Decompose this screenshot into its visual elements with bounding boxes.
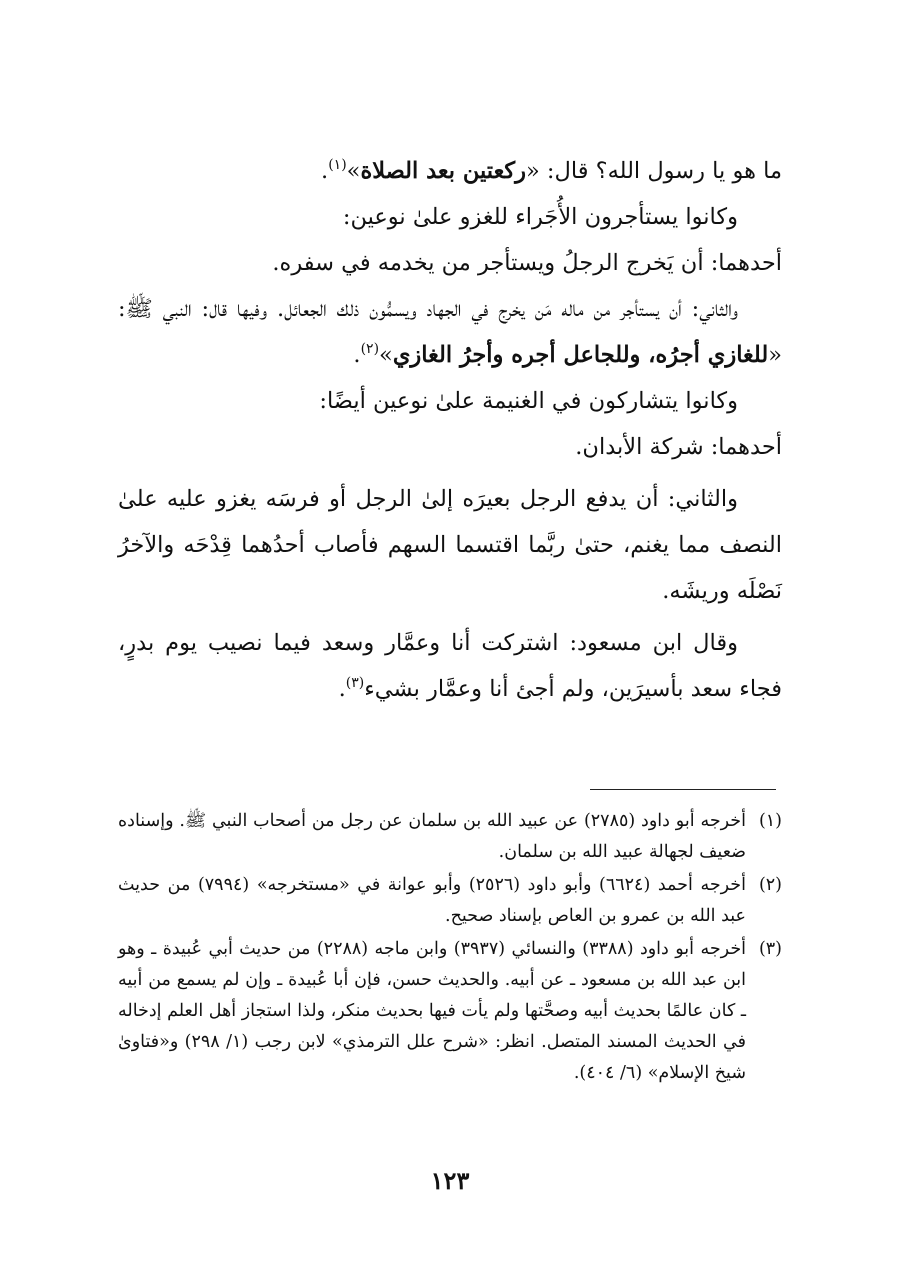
footnote-number: (٣) (758, 939, 782, 959)
hadith-quote: للغازي أجرُه، وللجاعل أجره وأجرُ الغازي (392, 342, 769, 368)
footnote-3 (118, 934, 782, 1089)
text-run: والثاني: أن يستأجر من ماله مَن يخرج في الجهاد ويسمُّون ذلك الجعائل. وفيها قال: النبي ﷺ: « (118, 296, 782, 368)
footnote-text: أخرجه أبو داود (٢٧٨٥) عن عبيد الله بن سلمان عن رجل من أصحاب النبي ﷺ. وإسناده ضعيف لجهالة عبيد الله بن سلمان. (118, 811, 746, 862)
paragraph-4 (118, 286, 782, 378)
footnote-number: (٢) (758, 875, 782, 895)
text-run: . (321, 158, 329, 184)
paragraph-8 (118, 620, 782, 712)
hadith-quote: ركعتين بعد الصلاة (360, 158, 527, 184)
footnote-ref-3[interactable]: (٣) (345, 675, 365, 691)
paragraph-2: وكانوا يستأجرون الأُجَراء للغزو علىٰ نوعين: (342, 204, 738, 230)
footnotes (118, 806, 782, 1091)
footnote-ref-2[interactable]: (٢) (360, 341, 380, 357)
paragraph-6: أحدهما: شركة الأبدان. (575, 434, 782, 460)
text-run: » (346, 158, 361, 184)
footnote-text: أخرجه أبو داود (٣٣٨٨) والنسائي (٣٩٣٧) وابن ماجه (٢٢٨٨) من حديث أبي عُبيدة ـ وهو ابن عبد الله بن مسعود ـ عن أبيه. والحديث حسن، فإن أبا عُبيدة ـ وإن لم يسمع من أبيه ـ كان عالمًا بحديث أبيه وصحَّتها ولم يأت فيها بحديث منكر، ولذا استجاز أهل العلم إدخاله في الحديث المسند المتصل. انظر: «شرح علل الترمذي» لابن رجب (١/ ٢٩٨) و«فتاوىٰ شيخ الإسلام» (٦/ ٤٠٤). (118, 939, 746, 1083)
footnote-text: أخرجه أحمد (٦٦٢٤) وأبو داود (٢٥٢٦) وأبو عوانة في «مستخرجه» (٧٩٩٤) من حديث عبد الله بن عمرو بن العاص بإسناد صحيح. (118, 875, 746, 926)
text-run: . (353, 342, 361, 368)
footnote-separator (590, 789, 776, 790)
paragraph-7: والثاني: أن يدفع الرجل بعيرَه إلىٰ الرجل أو فرسَه يغزو عليه علىٰ النصف مما يغنم، حتىٰ ربَّما اقتسما السهم فأصاب أحدُهما قِدْحَه والآخرُ نَصْلَه وريشَه. (118, 486, 782, 604)
main-text (118, 148, 782, 712)
footnote-number: (١) (758, 811, 782, 831)
text-run: » (379, 342, 393, 368)
footnote-ref-1[interactable]: (١) (328, 157, 347, 173)
footnote-1 (118, 806, 782, 868)
paragraph-5: وكانوا يتشاركون في الغنيمة علىٰ نوعين أيضًا: (319, 388, 738, 414)
text-run: وقال ابن مسعود: اشتركت أنا وعمَّار وسعد فيما نصيب يوم بدرٍ، فجاء سعد بأسيرَين، ولم أجئ أنا وعمَّار بشيء (118, 630, 782, 702)
page-number: ١٢٣ (430, 1166, 470, 1195)
text-run: . (338, 676, 346, 702)
footnote-2 (118, 870, 782, 932)
paragraph-3: أحدهما: أن يَخرج الرجلُ ويستأجر من يخدمه في سفره. (272, 250, 782, 276)
text-run: ما هو يا رسول الله؟ قال: « (526, 158, 782, 184)
paragraph-1 (118, 148, 782, 194)
